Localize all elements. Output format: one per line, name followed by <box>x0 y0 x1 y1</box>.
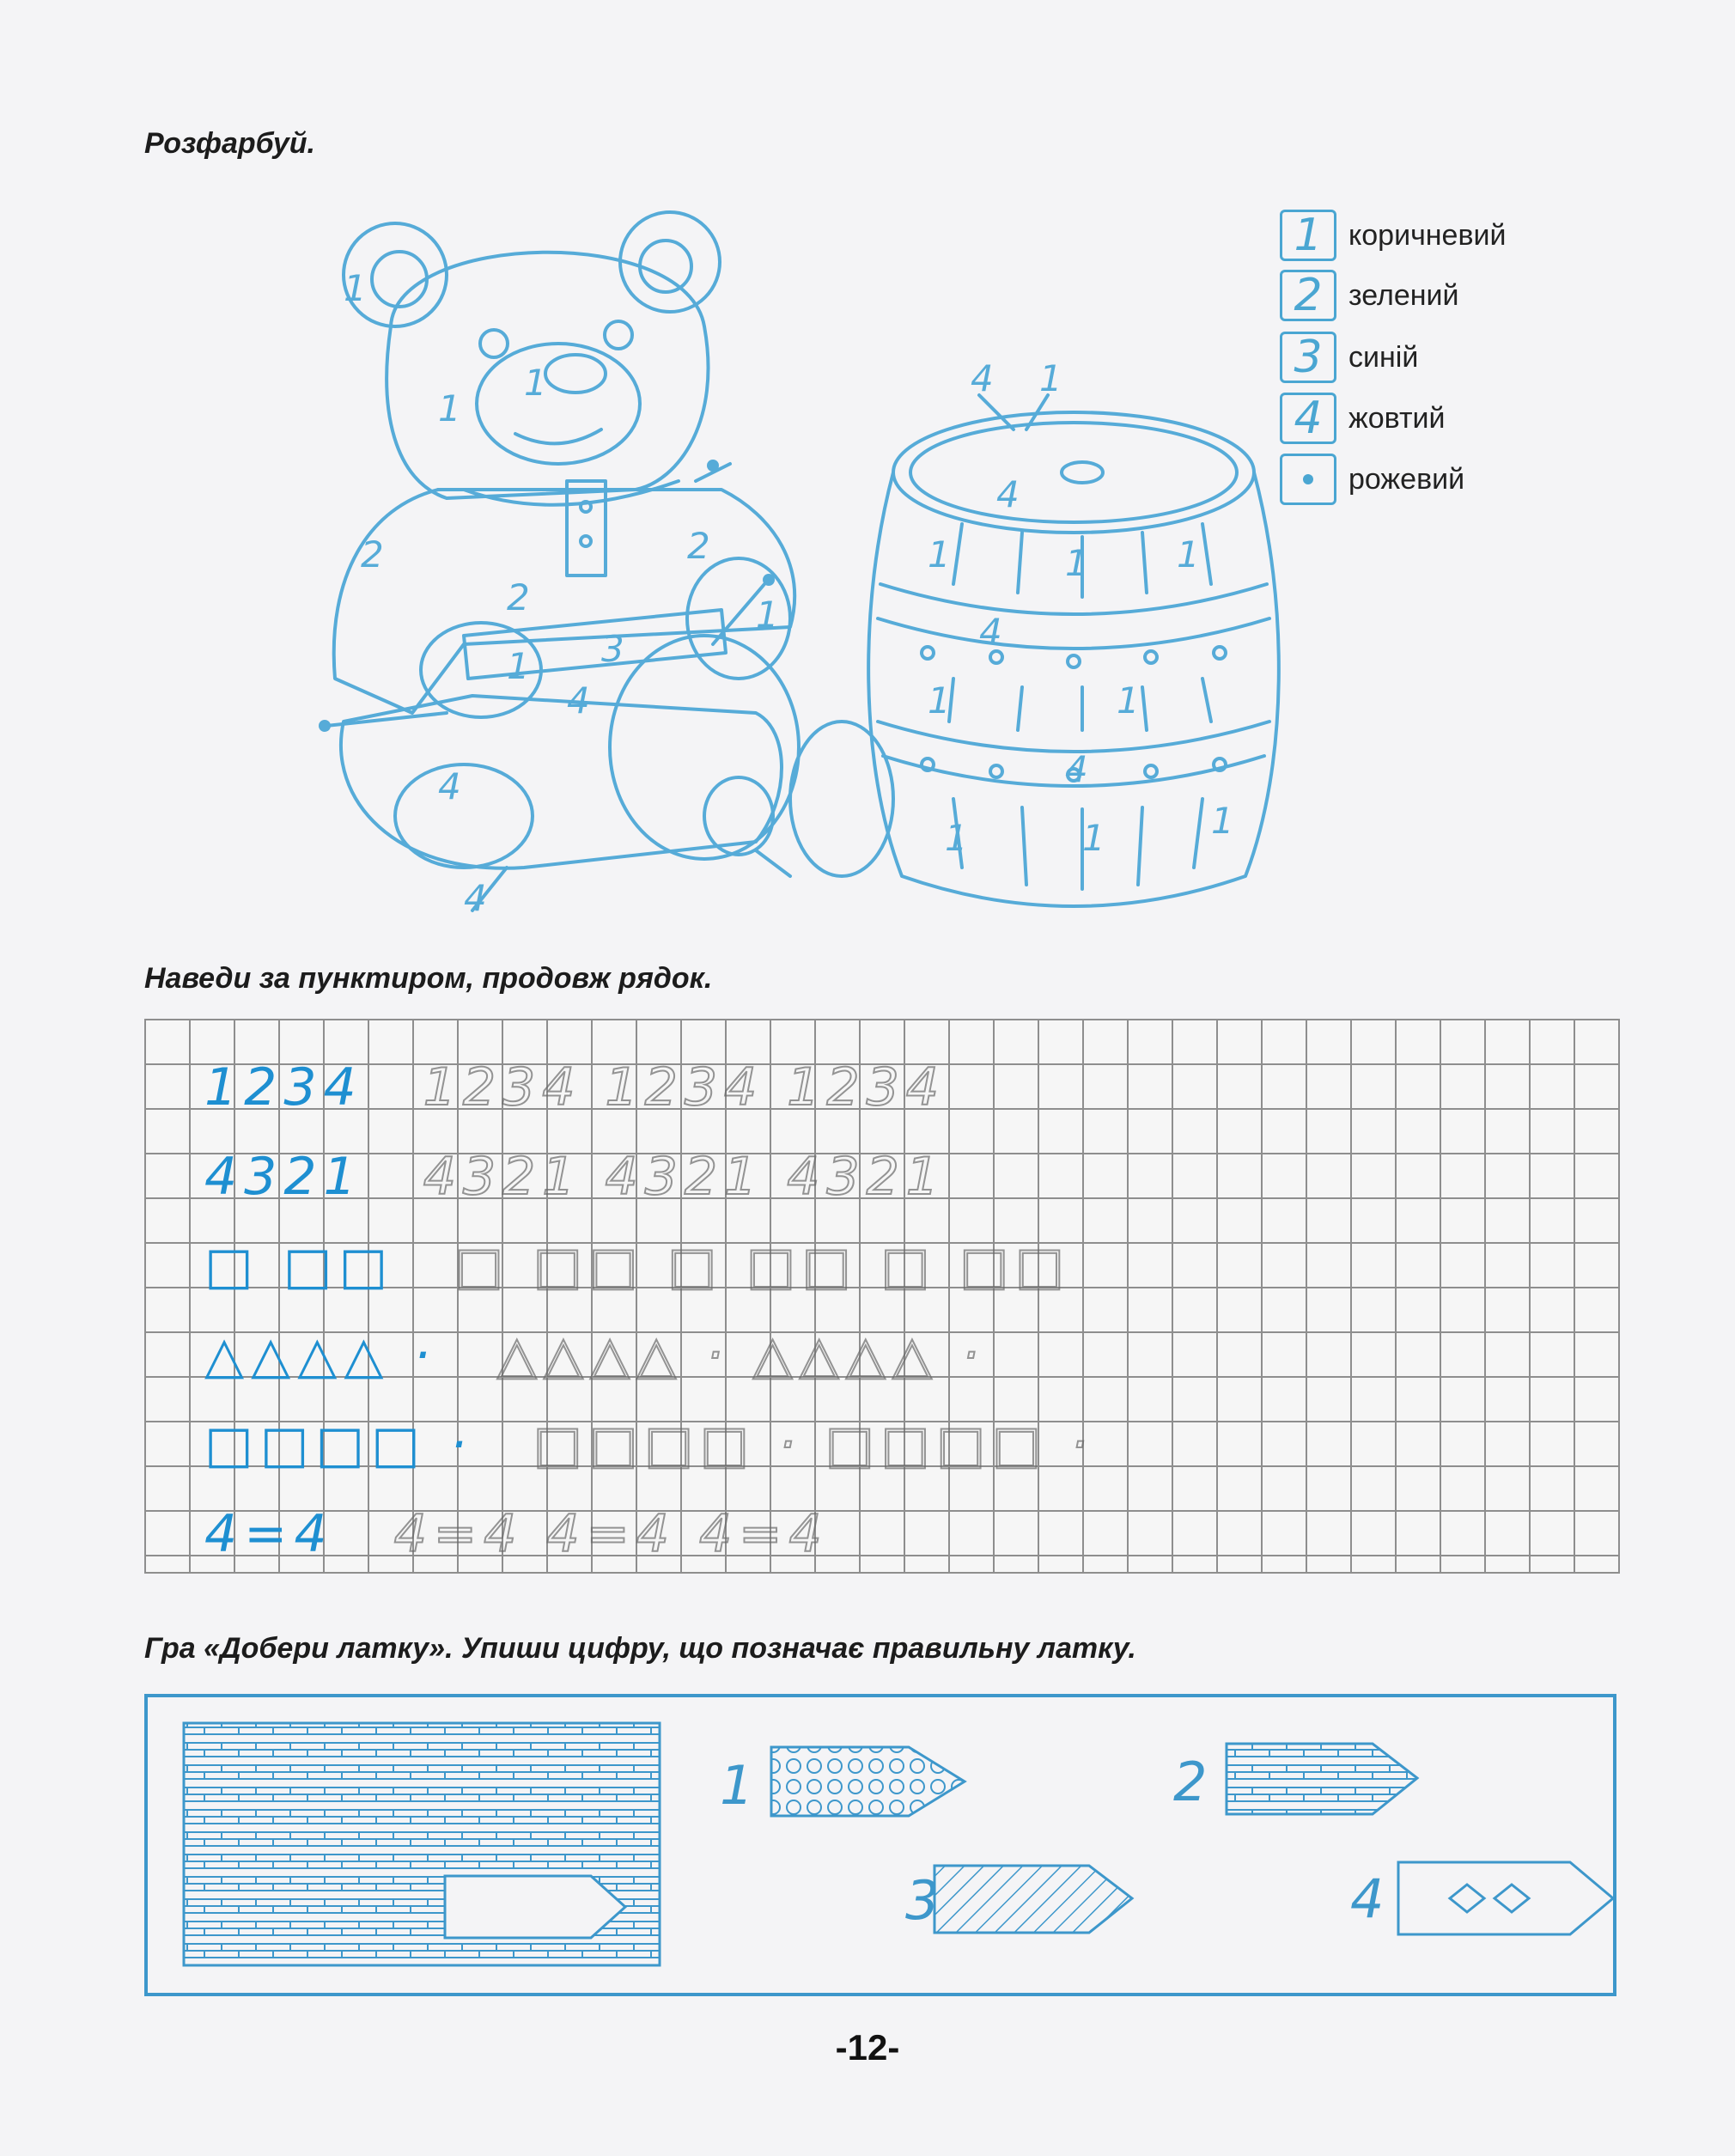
task2-heading: Наведи за пунктиром, продовж рядок. <box>144 962 713 995</box>
svg-text:4: 4 <box>1065 748 1088 790</box>
trace-row-4 <box>204 1321 985 1390</box>
bear-left-foot <box>395 764 533 868</box>
trace-row-1 <box>204 1053 946 1122</box>
svg-text:1: 1 <box>928 679 951 722</box>
svg-text:1: 1 <box>756 594 779 636</box>
trace-row-2 <box>204 1142 946 1211</box>
bear-right-ear <box>620 212 720 312</box>
svg-text:1: 1 <box>1065 542 1088 584</box>
svg-text:1: 1 <box>1117 679 1140 722</box>
svg-text:1: 1 <box>1177 533 1200 576</box>
legend-label-brown: коричневий <box>1348 218 1507 252</box>
svg-text:1: 1 <box>507 645 530 687</box>
svg-text:1: 1 <box>344 267 367 309</box>
trace-row-dotted: △△△△ · △△△△ · <box>496 1325 986 1386</box>
patch-option-4 <box>1398 1862 1613 1934</box>
legend-key-2: 2 <box>1280 270 1336 321</box>
legend-key-3: 3 <box>1280 332 1336 383</box>
trace-row-sample: 4=4 <box>204 1504 334 1564</box>
bear-placket <box>567 481 606 576</box>
svg-text:1: 1 <box>1039 357 1062 399</box>
legend-key-dot <box>1280 454 1336 505</box>
option-number-4: 4 <box>1350 1867 1385 1930</box>
svg-text:1: 1 <box>928 533 951 576</box>
svg-text:2: 2 <box>687 525 710 567</box>
legend-label-pink: рожевий <box>1348 462 1465 496</box>
svg-text:1: 1 <box>524 362 547 404</box>
trace-row-5 <box>204 1410 1094 1479</box>
bear-barrel-illustration <box>309 198 1297 936</box>
trace-row-dotted: □ □□ □ □□ □ □□ <box>454 1236 1071 1296</box>
trace-row-sample: □□□□ · <box>204 1415 473 1475</box>
legend-label-blue: синій <box>1348 340 1419 374</box>
task1-heading: Розфарбуй. <box>144 127 315 160</box>
legend-label-yellow: жовтий <box>1348 401 1446 435</box>
trace-row-dotted: 4=4 4=4 4=4 <box>393 1504 829 1564</box>
svg-text:4: 4 <box>996 473 1020 515</box>
bear-right-eye <box>605 321 632 349</box>
svg-text:4: 4 <box>464 877 487 919</box>
svg-text:1: 1 <box>945 817 968 859</box>
task3-heading: Гра «Добери латку». Упиши цифру, що позначає правильну латку. <box>144 1632 1136 1665</box>
legend-label-green: зелений <box>1348 278 1459 312</box>
trace-row-sample: □ □□ <box>204 1236 395 1296</box>
patch-option-2 <box>1227 1744 1417 1814</box>
svg-text:1: 1 <box>438 387 461 429</box>
legend-key-1: 1 <box>1280 210 1336 261</box>
bear-nose <box>545 355 606 393</box>
legend-row-4 <box>1280 391 1446 446</box>
svg-text:4: 4 <box>971 357 994 399</box>
svg-text:1: 1 <box>1082 817 1105 859</box>
legend-key-4: 4 <box>1280 393 1336 444</box>
bear-left-eye <box>480 330 508 357</box>
svg-text:3: 3 <box>601 628 624 670</box>
legend-row-3 <box>1280 330 1418 385</box>
trace-row-dotted: 1234 1234 1234 <box>423 1057 946 1118</box>
pink-dot-icon <box>1303 474 1313 484</box>
page-number: -12- <box>835 2027 900 2068</box>
trace-row-sample: △△△△ · <box>204 1325 437 1386</box>
bear-muzzle <box>477 344 640 464</box>
option-number-1: 1 <box>720 1754 754 1817</box>
trace-row-dotted: □□□□ · □□□□ · <box>533 1415 1094 1475</box>
barrel-top <box>893 412 1254 533</box>
svg-text:4: 4 <box>438 765 461 807</box>
trace-row-6 <box>204 1500 829 1568</box>
svg-text:2: 2 <box>507 576 530 618</box>
trace-row-dotted: 4321 4321 4321 <box>423 1147 946 1207</box>
legend-row-5 <box>1280 452 1464 507</box>
barrel-hoop-2 <box>878 722 1269 752</box>
patch-option-1 <box>771 1747 965 1816</box>
bear-head <box>387 253 708 498</box>
legend-row-2 <box>1280 268 1459 323</box>
patch-option-3 <box>934 1866 1132 1933</box>
legend-row-1 <box>1280 208 1507 263</box>
svg-text:4: 4 <box>567 679 590 722</box>
fabric-hole <box>445 1876 625 1938</box>
svg-text:2: 2 <box>361 533 384 576</box>
option-number-2: 2 <box>1173 1751 1208 1813</box>
bear-shirt <box>334 490 794 713</box>
trace-row-sample: 4321 <box>204 1147 363 1207</box>
svg-text:4: 4 <box>979 611 1002 653</box>
trace-row-3 <box>204 1232 1071 1300</box>
patch-game-art <box>144 1694 1616 1996</box>
trace-row-sample: 1234 <box>204 1057 363 1118</box>
svg-text:1: 1 <box>1211 800 1234 842</box>
barrel-hoop-1 <box>880 584 1267 614</box>
option-number-3: 3 <box>905 1869 940 1932</box>
